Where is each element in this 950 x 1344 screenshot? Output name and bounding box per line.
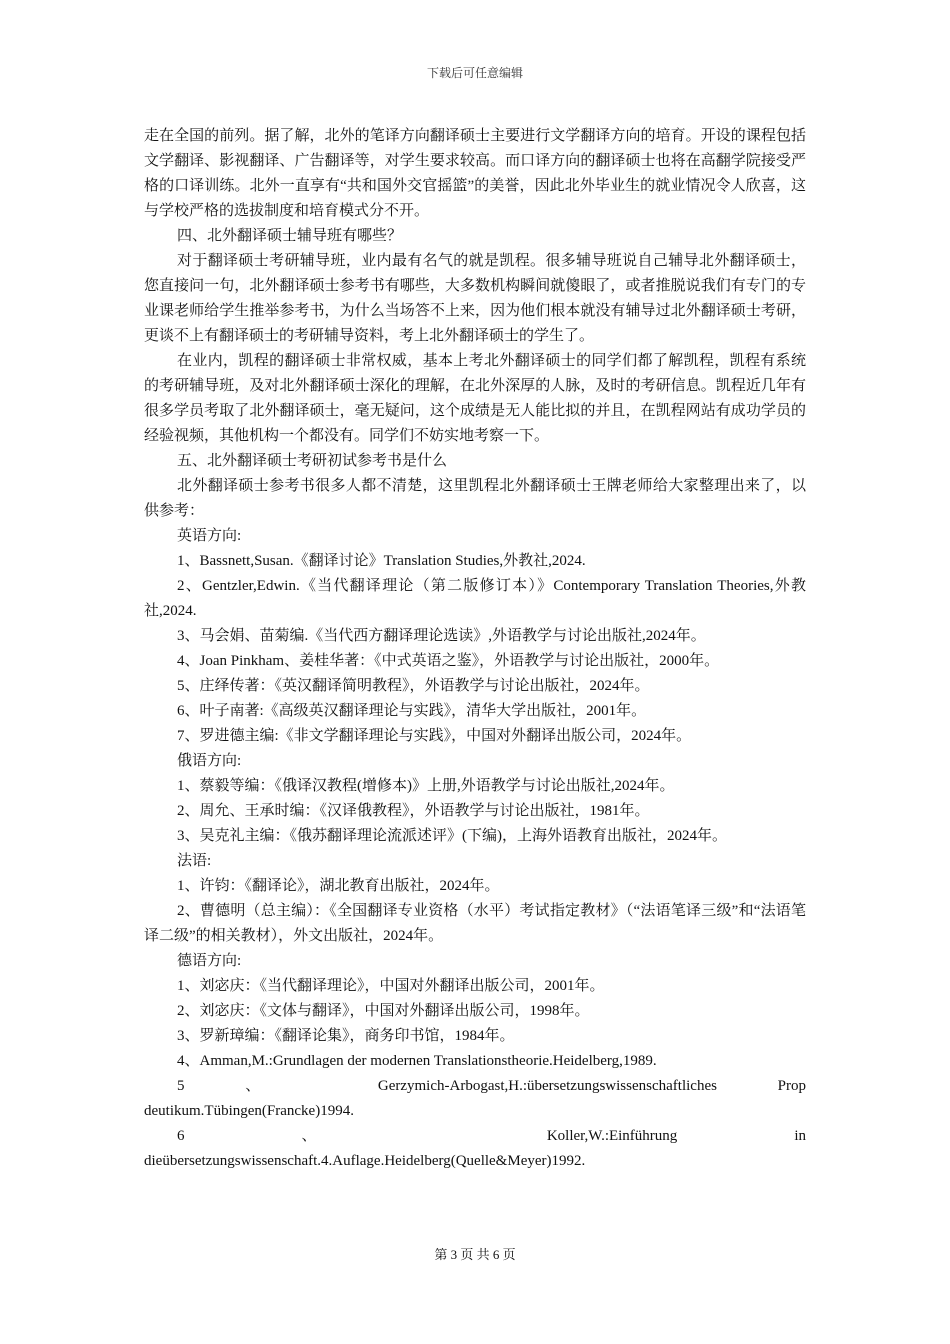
- reference-item: 2、Gentzler,Edwin.《当代翻译理论（第二版修订本）》Contemporary Translation Theories,外教社,2024.: [144, 578, 806, 619]
- page-footer: 第 3 页 共 6 页: [434, 1247, 516, 1262]
- paragraph: 在业内，凯程的翻译硕士非常权威，基本上考北外翻译硕士的同学们都了解凯程，凯程有系统的考研辅导班，及对北外翻译硕士深化的理解，在北外深厚的人脉，及时的考研信息。凯程近几年有很多学员考取了北外翻译硕士，毫无疑问，这个成绩是无人能比拟的并且，在凯程网站有成功学员的经验视频，其他机构一个都没有。同学们不妨实地考察一下。: [144, 353, 806, 444]
- reference-item: 4、Joan Pinkham、姜桂华著：《中式英语之鉴》，外语教学与讨论出版社，2000年。: [177, 653, 720, 669]
- reference-item: 2、周允、王承时编：《汉译俄教程》，外语教学与讨论出版社，1981年。: [177, 803, 650, 819]
- reference-item: 2、曹德明（总主编）：《全国翻译专业资格（水平）考试指定教材》（“法语笔译三级”和“法语笔译二级”的相关教材），外文出版社，2024年。: [144, 903, 806, 944]
- reference-item-6-line1: [144, 1124, 806, 1149]
- item-number: 6: [177, 1128, 185, 1144]
- reference-item-6-line2: dieübersetzungswissenschaft.4.Auflage.Heidelberg(Quelle&Meyer)1992.: [144, 1153, 586, 1169]
- reference-item: 3、罗新璋编：《翻译论集》，商务印书馆，1984年。: [177, 1028, 515, 1044]
- reference-item: 1、许钧：《翻译论》，湖北教育出版社，2024年。: [177, 878, 500, 894]
- subsection-label: 俄语方向:: [177, 753, 242, 769]
- reference-item: 2、刘宓庆：《文体与翻译》，中国对外翻译出版公司，1998年。: [177, 1003, 590, 1019]
- reference-item: 5、庄绎传著：《英汉翻译简明教程》，外语教学与讨论出版社，2024年。: [177, 678, 650, 694]
- paragraph: 走在全国的前列。据了解，北外的笔译方向翻译硕士主要进行文学翻译方向的培育。开设的课程包括文学翻译、影视翻译、广告翻译等，对学生要求较高。而口译方向的翻译硕士也将在高翻学院接受严格的口译训练。北外一直享有“共和国外交官摇篮”的美誉，因此北外毕业生的就业情况令人欣喜，这与学校严格的选拔制度和培育模式分不开。: [144, 128, 806, 219]
- reference-item: 3、吴克礼主编：《俄苏翻译理论流派述评》(下编)，上海外语教育出版社，2024年。: [177, 828, 727, 844]
- reference-item-5-line2: deutikum.Tübingen(Francke)1994.: [144, 1103, 354, 1119]
- section-heading: 四、北外翻译硕士辅导班有哪些？: [177, 228, 403, 244]
- item-text: Gerzymich-Arbogast,H.:übersetzungswissenschaftliches: [377, 1078, 717, 1094]
- item-text-end: in: [794, 1128, 806, 1144]
- paragraph: 北外翻译硕士参考书很多人都不清楚，这里凯程北外翻译硕士王牌老师给大家整理出来了，以供参考：: [144, 478, 806, 519]
- reference-item: 3、马会娟、苗菊编.《当代西方翻译理论选读》,外语教学与讨论出版社,2024年。: [177, 628, 706, 644]
- reference-item: 1、刘宓庆：《当代翻译理论》，中国对外翻译出版公司，2001年。: [177, 978, 605, 994]
- reference-item: 4、Amman,M.:Grundlagen der modernen Translationstheorie.Heidelberg,1989.: [177, 1053, 657, 1069]
- item-text-end: Prop: [777, 1078, 806, 1094]
- document-body: [144, 124, 806, 1174]
- item-separator: 、: [245, 1078, 318, 1094]
- item-text: Koller,W.:Einführung: [546, 1128, 678, 1144]
- subsection-label: 法语:: [177, 853, 212, 869]
- reference-item-5-line1: [144, 1074, 806, 1099]
- paragraph: 对于翻译硕士考研辅导班，业内最有名气的就是凯程。很多辅导班说自己辅导北外翻译硕士，您直接问一句，北外翻译硕士参考书有哪些，大多数机构瞬间就傻眼了，或者推脱说我们有专门的专业课老师给学生推举参考书，为什么当场答不上来，因为他们根本就没有辅导过北外翻译硕士考研，更谈不上有翻译硕士的考研辅导资料，考上北外翻译硕士的学生了。: [144, 253, 806, 344]
- page-header: 下载后可任意编辑: [426, 66, 523, 80]
- reference-item: 7、罗进德主编:《非文学翻译理论与实践》，中国对外翻译出版公司，2024年。: [177, 728, 692, 744]
- item-number: 5: [177, 1078, 185, 1094]
- subsection-label: 英语方向:: [177, 528, 242, 544]
- reference-item: 6、叶子南著:《高级英汉翻译理论与实践》，清华大学出版社，2001年。: [177, 703, 647, 719]
- subsection-label: 德语方向:: [177, 953, 242, 969]
- reference-item: 1、蔡毅等编：《俄译汉教程(增修本)》上册,外语教学与讨论出版社,2024年。: [177, 778, 675, 794]
- reference-item: 1、Bassnett,Susan.《翻译讨论》Translation Studies,外教社,2024.: [177, 553, 586, 569]
- section-heading: 五、北外翻译硕士考研初试参考书是什么: [177, 453, 448, 469]
- item-separator: 、: [301, 1128, 430, 1144]
